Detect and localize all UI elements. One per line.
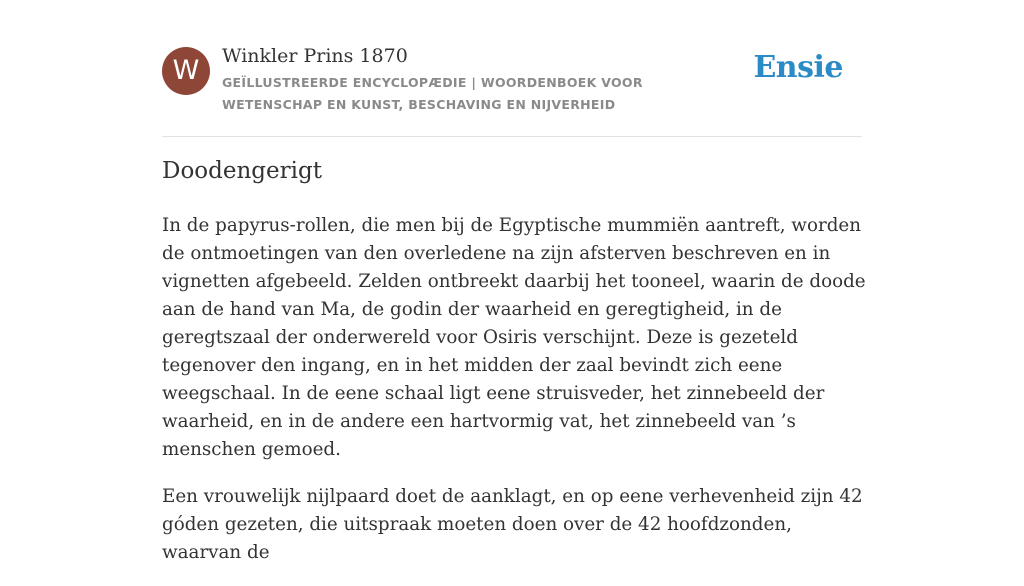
entry-paragraph: Een vrouwelijk nijlpaard doet de aanklagt, en op eene verhevenheid zijn 42 góden gezeten, die uitspraak moeten doen over de 42 hoofdzonden, waarvan de [162, 486, 863, 563]
source-subtitle: GEÏLLUSTREERDE ENCYCLOPÆDIE | WOORDENBOEK VOOR WETENSCHAP EN KUNST, BESCHAVING EN NIJVERHEID [222, 75, 643, 112]
source-avatar[interactable]: W [162, 47, 210, 95]
entry-paragraph: In de papyrus-rollen, die men bij de Egyptische mummiën aantreft, worden de ontmoetingen van den overledene na zijn afsterven beschreven en in vignetten afgebeeld. Zelden ontbreekt daarbij het tooneel, waarin de doode aan de hand van Ma, de godin der waarheid en geregtigheid, in de geregtszaal der onderwereld voor Osiris verschijnt. Deze is gezeteld tegenover den ingang, en in het midden der zaal bevindt zich eene weegschaal. In de eene schaal ligt eene struisveder, het zinnebeeld der waarheid, en in de andere een hartvormig vat, het zinnebeeld van ’s menschen gemoed. [162, 215, 866, 460]
entry-body [162, 212, 872, 586]
ensie-logo[interactable]: Ensie [753, 50, 843, 85]
source-title[interactable]: Winkler Prins 1870 [222, 45, 408, 67]
source-header [162, 44, 862, 137]
entry-title: Doodengerigt [162, 158, 322, 184]
